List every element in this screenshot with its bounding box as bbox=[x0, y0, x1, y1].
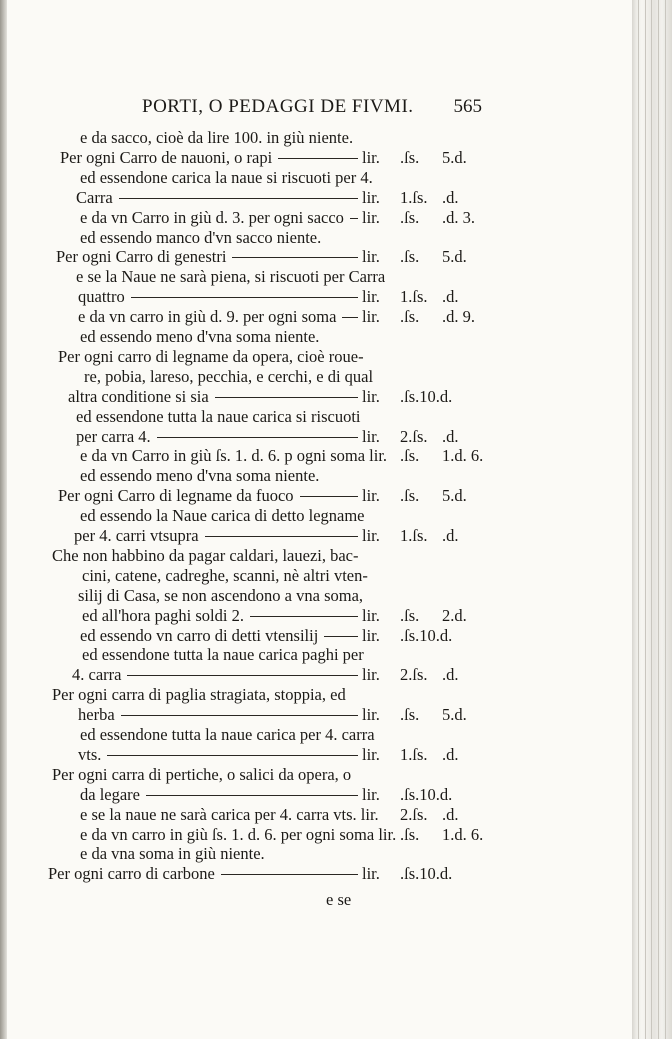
text-line bbox=[0, 426, 632, 448]
text-line bbox=[0, 227, 632, 249]
line-text: e se la Naue ne sarà piena, si riscuoti per Carra bbox=[76, 267, 386, 287]
text-line bbox=[0, 485, 632, 507]
text-line bbox=[0, 246, 632, 268]
soldi-column: 1.ſs. bbox=[400, 187, 428, 207]
line-text: ed essendone carica la naue si riscuoti per 4. bbox=[80, 167, 373, 187]
text-line bbox=[0, 147, 632, 169]
leader-dash bbox=[232, 257, 358, 258]
line-text: 4. carra bbox=[72, 665, 122, 685]
soldi-column: .ſs.10.d. bbox=[400, 386, 453, 406]
text-line bbox=[0, 644, 632, 666]
line-text: ed essendo manco d'vn sacco niente. bbox=[80, 227, 322, 247]
lire-column: lir. bbox=[362, 665, 380, 685]
line-text: e se la naue ne sarà carica per 4. carra vts. lir. bbox=[80, 804, 379, 824]
soldi-column: .ſs. bbox=[400, 605, 420, 625]
leader-dash bbox=[221, 874, 358, 875]
line-text: Per ogni Carro de nauoni, o rapi bbox=[60, 147, 273, 167]
line-text: e da vn Carro in giù ſs. 1. d. 6. p ogni soma lir. bbox=[80, 446, 388, 466]
text-line bbox=[0, 664, 632, 686]
lire-column: lir. bbox=[362, 287, 380, 307]
text-line bbox=[0, 605, 632, 627]
text-line bbox=[0, 724, 632, 746]
lire-column: lir. bbox=[362, 426, 380, 446]
text-line bbox=[0, 127, 632, 149]
text-line bbox=[0, 764, 632, 786]
lire-column: lir. bbox=[362, 147, 380, 167]
denari-column: 5.d. bbox=[442, 486, 467, 506]
leader-dash bbox=[157, 437, 358, 438]
text-line bbox=[0, 465, 632, 487]
line-text: vts. bbox=[78, 744, 102, 764]
soldi-column: .ſs.10.d. bbox=[400, 625, 453, 645]
leader-dash bbox=[278, 158, 358, 159]
text-line bbox=[0, 386, 632, 408]
leader-dash bbox=[342, 317, 358, 318]
leader-dash bbox=[350, 218, 358, 219]
text-line bbox=[0, 346, 632, 368]
lire-column: lir. bbox=[362, 784, 380, 804]
leader-dash bbox=[127, 675, 358, 676]
soldi-column: .ſs. bbox=[400, 307, 420, 327]
text-line bbox=[0, 406, 632, 428]
denari-column: 1.d. 6. bbox=[442, 824, 484, 844]
running-head: PORTI, O PEDAGGI DE FIVMI. bbox=[142, 96, 414, 117]
text-line bbox=[0, 545, 632, 567]
line-text: Per ogni Carro di genestri bbox=[56, 247, 227, 267]
line-text: ed essendo la Naue carica di detto legname bbox=[80, 506, 365, 526]
line-text: cini, catene, cadreghe, scanni, nè altri vten- bbox=[82, 565, 368, 585]
leader-dash bbox=[107, 755, 358, 756]
line-text: altra conditione si sia bbox=[68, 386, 209, 406]
denari-column: 5.d. bbox=[442, 247, 467, 267]
lire-column: lir. bbox=[362, 386, 380, 406]
text-line bbox=[0, 326, 632, 348]
lire-column: lir. bbox=[362, 526, 380, 545]
soldi-column: .ſs. bbox=[400, 147, 420, 167]
denari-column: 2.d. bbox=[442, 605, 467, 625]
line-text: quattro bbox=[78, 287, 125, 307]
text-line bbox=[0, 684, 632, 706]
denari-column: 5.d. bbox=[442, 705, 467, 725]
text-line bbox=[0, 207, 632, 229]
line-text: re, pobia, lareso, pecchia, e cerchi, e di qual bbox=[84, 366, 374, 386]
soldi-column: .ſs.10.d. bbox=[400, 784, 453, 804]
soldi-column: 1.ſs. bbox=[400, 287, 428, 307]
line-text: per carra 4. bbox=[76, 426, 151, 446]
leader-dash bbox=[205, 536, 358, 537]
line-text: ed essendone tutta la naue carica paghi per bbox=[82, 645, 364, 665]
line-text: da legare bbox=[80, 784, 140, 804]
lire-column: lir. bbox=[362, 625, 380, 645]
text-line bbox=[0, 187, 632, 209]
catchword: e se bbox=[326, 890, 352, 909]
denari-column: .d. 3. bbox=[442, 207, 475, 227]
lire-column: lir. bbox=[362, 605, 380, 625]
line-text: Carra bbox=[76, 187, 113, 207]
denari-column: .d. bbox=[442, 287, 459, 307]
text-line bbox=[0, 286, 632, 308]
text-line bbox=[0, 525, 632, 547]
soldi-column: .ſs. bbox=[400, 824, 420, 844]
soldi-column: .ſs. bbox=[400, 446, 420, 466]
line-text: e da vna soma in giù niente. bbox=[80, 844, 265, 864]
lire-column: lir. bbox=[362, 187, 380, 207]
text-line bbox=[0, 784, 632, 806]
leader-dash bbox=[146, 795, 358, 796]
text-line bbox=[0, 824, 632, 846]
text-line bbox=[0, 625, 632, 647]
denari-column: .d. 9. bbox=[442, 307, 475, 327]
leader-dash bbox=[250, 616, 358, 617]
text-line bbox=[0, 505, 632, 527]
soldi-column: 2.ſs. bbox=[400, 804, 428, 824]
denari-column: .d. bbox=[442, 426, 459, 446]
text-line bbox=[0, 585, 632, 607]
text-line bbox=[0, 306, 632, 328]
lire-column: lir. bbox=[362, 864, 380, 884]
denari-column: .d. bbox=[442, 804, 459, 824]
line-text: ed essendo meno d'vna soma niente. bbox=[80, 466, 320, 486]
page-number: 565 bbox=[453, 96, 482, 117]
denari-column: .d. bbox=[442, 744, 459, 764]
denari-column: .d. bbox=[442, 187, 459, 207]
text-line bbox=[0, 863, 632, 885]
line-text: e da vn Carro in giù d. 3. per ogni sacco bbox=[80, 207, 344, 227]
denari-column: .d. bbox=[442, 665, 459, 685]
line-text: ed all'hora paghi soldi 2. bbox=[82, 605, 244, 625]
line-text: Per ogni carra di pertiche, o salici da opera, o bbox=[52, 764, 352, 784]
text-line bbox=[0, 266, 632, 288]
line-text: e da sacco, cioè da lire 100. in giù niente. bbox=[80, 128, 354, 147]
leader-dash bbox=[119, 198, 358, 199]
line-text: Per ogni carra di paglia stragiata, stoppia, ed bbox=[52, 685, 346, 705]
line-text: Che non habbino da pagar caldari, lauezi, bac- bbox=[52, 545, 359, 565]
denari-column: 1.d. 6. bbox=[442, 446, 484, 466]
text-line bbox=[0, 744, 632, 766]
soldi-column: .ſs.10.d. bbox=[400, 864, 453, 884]
text-line bbox=[0, 167, 632, 189]
text-line bbox=[0, 804, 632, 826]
text-line bbox=[0, 565, 632, 587]
soldi-column: .ſs. bbox=[400, 705, 420, 725]
lire-column: lir. bbox=[362, 705, 380, 725]
lire-column: lir. bbox=[362, 307, 380, 327]
denari-column: 5.d. bbox=[442, 147, 467, 167]
page-edges bbox=[632, 0, 672, 1039]
soldi-column: .ſs. bbox=[400, 207, 420, 227]
line-text: ed essendone tutta la naue carica si riscuoti bbox=[76, 406, 361, 426]
soldi-column: .ſs. bbox=[400, 247, 420, 267]
line-text: per 4. carri vtsupra bbox=[74, 526, 199, 545]
soldi-column: 1.ſs. bbox=[400, 744, 428, 764]
leader-dash bbox=[300, 496, 358, 497]
soldi-column: 2.ſs. bbox=[400, 426, 428, 446]
line-text: Per ogni carro di legname da opera, cioè roue- bbox=[58, 346, 364, 366]
lire-column: lir. bbox=[362, 207, 380, 227]
line-text: e da vn carro in giù ſs. 1. d. 6. per ogni soma lir. bbox=[80, 824, 397, 844]
leader-dash bbox=[131, 297, 358, 298]
line-text: herba bbox=[78, 705, 115, 725]
leader-dash bbox=[215, 397, 358, 398]
soldi-column: .ſs. bbox=[400, 486, 420, 506]
text-line bbox=[0, 366, 632, 388]
text-line bbox=[0, 445, 632, 467]
line-text: ed essendo vn carro di detti vtensilij bbox=[80, 625, 319, 645]
line-text: Per ogni Carro di legname da fuoco bbox=[58, 486, 294, 506]
lire-column: lir. bbox=[362, 247, 380, 267]
soldi-column: 1.ſs. bbox=[400, 526, 428, 545]
text-line bbox=[0, 843, 632, 865]
denari-column: .d. bbox=[442, 526, 459, 545]
line-text: ed essendo meno d'vna soma niente. bbox=[80, 327, 320, 346]
line-text: silij di Casa, se non ascendono a vna soma, bbox=[78, 585, 364, 605]
lire-column: lir. bbox=[362, 744, 380, 764]
line-text: e da vn carro in giù d. 9. per ogni soma bbox=[78, 307, 337, 327]
leader-dash bbox=[121, 715, 358, 716]
line-text: Per ogni carro di carbone bbox=[48, 864, 215, 884]
soldi-column: 2.ſs. bbox=[400, 665, 428, 685]
line-text: ed essendone tutta la naue carica per 4. carra bbox=[80, 725, 375, 744]
lire-column: lir. bbox=[362, 486, 380, 506]
leader-dash bbox=[324, 636, 358, 637]
text-line bbox=[0, 704, 632, 726]
